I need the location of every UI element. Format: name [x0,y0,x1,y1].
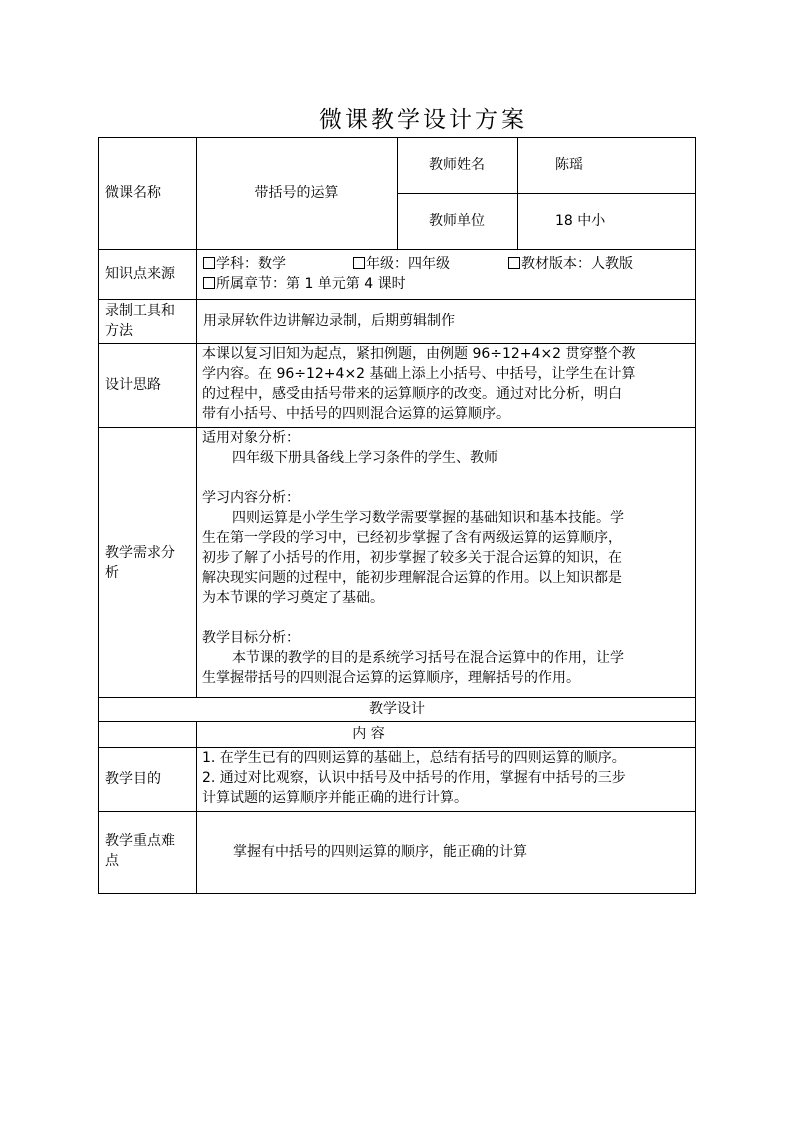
teaching-goal-line: 2. 通过对比观察，认识中括号及中括号的作用，掌握有中括号的三步 [202,770,626,786]
content-line: 生在第一学段的学习中，已经初步掌握了含有两级运算的运算顺序， [202,530,622,546]
subject-field [203,254,286,274]
needs-label-line: 析 [105,565,119,581]
needs-analysis-value [196,427,696,697]
knowledge-source-label: 知识点来源 [105,266,175,282]
design-idea-line: 的过程中，感受由括号带来的运算顺序的改变。通过对比分析，明白 [202,386,622,402]
design-idea-line: 本课以复习旧知为起点，紧扣例题，由例题 96÷12+4×2 贯穿整个教 [202,346,636,362]
design-idea-line: 学内容。在 96÷12+4×2 基础上添上小括号、中括号，让学生在计算 [202,366,636,382]
content-column-heading: 内 容 [352,726,385,742]
design-idea-line: 带有小括号、中括号的四则混合运算的运算顺序。 [202,406,510,422]
teaching-goal-value [196,747,696,811]
key-label-line: 教学重点难 [105,833,175,849]
tools-label-line: 录制工具和 [105,303,175,319]
design-idea-value [196,343,696,427]
checkbox-icon [508,257,520,269]
goal-analysis-line: 本节课的教学的目的是系统学习括号在混合运算中的作用，让学 [232,650,624,666]
tools-value: 用录屏软件边讲解边录制，后期剪辑制作 [203,313,455,329]
needs-label-line: 教学需求分 [105,545,175,561]
key-points-label [98,811,196,893]
page-title: 微课教学设计方案 [319,107,527,133]
teaching-goal-line: 计算试题的运算顺序并能正确的进行计算。 [202,790,468,806]
textbook-text: 教材版本：人教版 [521,256,633,272]
subject-text: 学科：数学 [216,256,286,272]
tools-label-line: 方法 [105,323,133,339]
content-line: 初步了解了小括号的作用，初步掌握了较多关于混合运算的知识，在 [202,550,622,566]
content-line: 解决现实问题的过程中，能初步理解混合运算的作用。以上知识都是 [202,570,622,586]
lesson-plan-table [98,137,696,894]
teacher-unit-label: 教师单位 [429,213,485,229]
design-idea-label: 设计思路 [105,377,161,393]
teaching-goal-line: 1. 在学生已有的四则运算的基础上，总结有括号的四则运算的顺序。 [202,750,626,766]
table-border-bottom [98,893,696,894]
section-heading: 教学设计 [369,701,425,717]
key-points-value: 掌握有中括号的四则运算的顺序，能正确的计算 [233,844,527,860]
chapter-field [203,274,696,294]
lesson-name-value: 带括号的运算 [254,185,339,201]
textbook-field [508,254,633,274]
teacher-name-label: 教师姓名 [429,157,485,173]
content-line: 四则运算是小学生学习数学需要掌握的基础知识和基本技能。学 [232,510,624,526]
grade-text: 年级：四年级 [366,256,450,272]
checkbox-icon [353,257,365,269]
teaching-goal-label: 教学目的 [105,771,161,787]
tools-label [98,299,196,343]
checkbox-icon [203,277,215,289]
content-heading: 学习内容分析： [202,490,300,506]
goal-heading: 教学目标分析： [202,630,300,646]
audience-heading: 适用对象分析： [202,430,300,446]
content-line: 为本节课的学习奠定了基础。 [202,590,384,606]
audience-text: 四年级下册具备线上学习条件的学生、教师 [232,450,498,466]
teacher-unit-value: 18 中小 [555,213,606,229]
needs-analysis-label [98,427,196,697]
key-label-line: 点 [105,853,119,869]
teacher-name-value: 陈瑶 [555,157,583,173]
goal-analysis-line: 生掌握带括号的四则混合运算的运算顺序，理解括号的作用。 [202,670,580,686]
chapter-text: 所属章节：第 1 单元第 4 课时 [216,276,406,292]
lesson-name-label: 微课名称 [105,185,161,201]
knowledge-source-value [196,249,696,299]
checkbox-icon [203,257,215,269]
grade-field [353,254,450,274]
